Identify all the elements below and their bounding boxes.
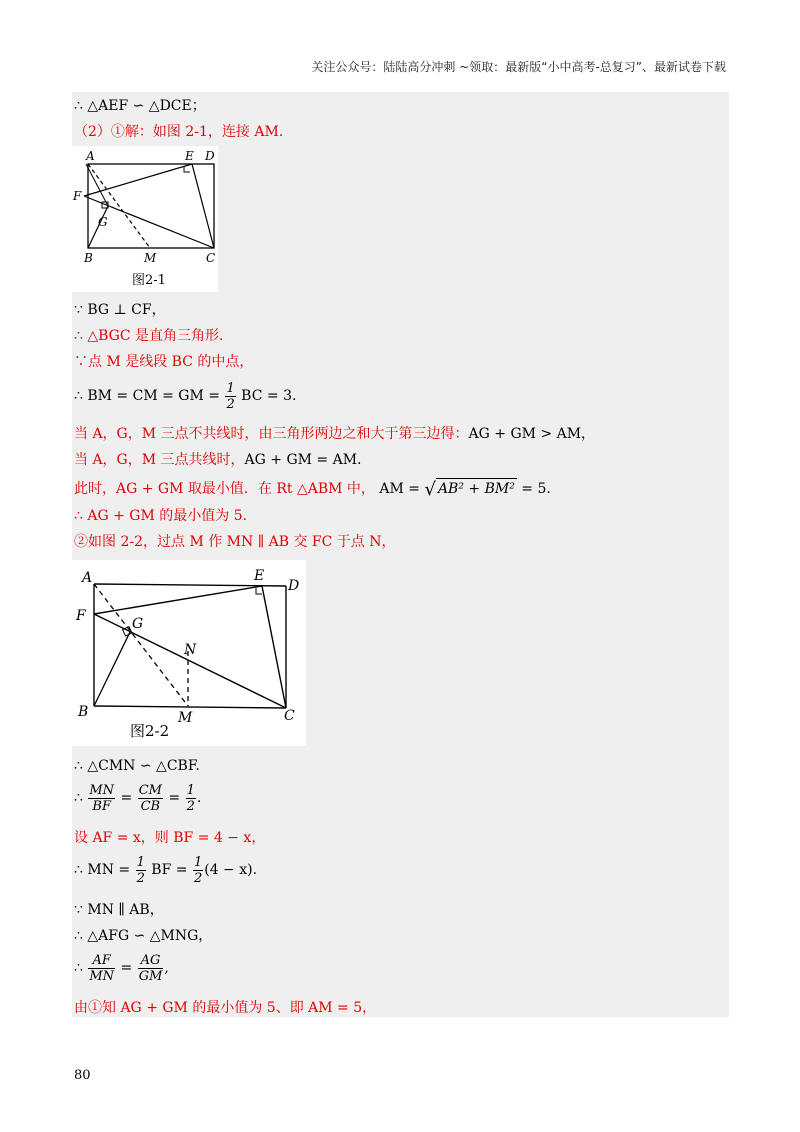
fig1-label-e: E (185, 149, 194, 163)
fig2-label-e: E (254, 568, 265, 584)
frac-num: 1 (226, 380, 235, 396)
line-6-post: BC = 3. (236, 388, 297, 404)
line-8-post: AG + GM = AM. (244, 452, 362, 468)
fig1-label-f: F (73, 189, 82, 203)
line-9-mid: AM = (379, 481, 425, 497)
line-11: ②如图 2-2，过点 M 作 MN ∥ AB 交 FC 于点 N， (74, 534, 396, 550)
figure-2-2-svg (72, 560, 306, 746)
fig1-label-c: C (206, 251, 216, 265)
figure-2-1 (72, 146, 218, 292)
line-7-post: AG + GM > AM， (468, 426, 596, 442)
line-7 (74, 424, 595, 444)
frac-cm-cb (138, 783, 163, 814)
fig2-label-a: A (82, 570, 93, 586)
fraction-half (136, 855, 146, 886)
frac-num: CM (138, 782, 162, 798)
frac-mn-bf (88, 783, 115, 814)
line-8-pre: 当 A，G，M 三点共线时， (74, 452, 245, 468)
line-2: （2）①解：如图 2-1，连接 AM. (74, 124, 284, 140)
fig2-caption: 图2-2 (130, 722, 170, 740)
frac-af-mn (88, 953, 115, 984)
frac-den: 2 (136, 870, 145, 886)
fig1-label-a: A (86, 149, 95, 163)
line-13: ∴ $\frac{MN}{BF}$ = $\frac{CM}{CB}$ = $\frac{1}{2}$ . (74, 782, 202, 814)
fraction-half (225, 381, 235, 412)
line-17: ∴ △AFG ∽ △MNG， (74, 928, 213, 944)
line-9-radicand: AB² + BM² (436, 478, 517, 499)
frac-num: AG (138, 953, 164, 969)
line-7-pre: 当 A，G，M 三点不共线时，由三角形两边之和大于第三边得： (74, 426, 469, 442)
line-18: ∴ $\frac{AF}{MN}$ = $\frac{AG}{GM}$ , (74, 952, 169, 984)
line-19: 由①知 AG + GM 的最小值为 5、即 AM = 5， (74, 1000, 377, 1016)
line-10: ∴ AG + GM 的最小值为 5. (74, 508, 248, 524)
fig1-caption: 图2-1 (132, 273, 166, 288)
line-15 (74, 852, 257, 888)
page-header: 关注公众号：陆陆高分冲刺 ~领取：最新版“小中高考-总复习”、最新试卷下载 (311, 60, 726, 74)
line-6 (74, 378, 296, 414)
line-3: ∵ BG ⊥ CF， (74, 302, 166, 318)
figure-2-1-svg (72, 146, 218, 292)
page-number: 80 (74, 1068, 91, 1083)
fig1-label-g: G (98, 215, 108, 229)
fig2-label-m: M (178, 710, 193, 726)
frac-num: 1 (193, 854, 203, 870)
line-6-pre: ∴ BM = CM = GM = (74, 388, 225, 404)
fig2-label-f: F (76, 608, 86, 624)
fig2-label-n: N (184, 642, 197, 658)
line-15-pre: ∴ MN = (74, 862, 135, 878)
frac-den: 2 (186, 798, 195, 814)
line-4: ∴ △BGC 是直角三角形. (74, 328, 224, 344)
frac-num: 1 (186, 782, 195, 798)
fig2-label-d: D (288, 578, 300, 594)
frac-den: 2 (193, 870, 203, 886)
frac-den: GM (138, 968, 163, 984)
fig2-label-c: C (284, 708, 295, 724)
frac-num: MN (89, 782, 115, 798)
line-15-mid: BF = (146, 862, 192, 878)
fraction-half (193, 855, 203, 886)
frac-one-half (186, 783, 196, 814)
line-15-post: (4 − x). (204, 862, 258, 878)
line-9 (74, 478, 551, 500)
fig1-label-d: D (205, 149, 215, 163)
frac-den: MN (89, 968, 115, 984)
line-1: ∴ △AEF ∽ △DCE； (74, 98, 206, 114)
fig2-label-g: G (132, 616, 144, 632)
frac-den: 2 (226, 396, 235, 412)
line-14: 设 AF = x，则 BF = 4 − x， (74, 830, 266, 846)
fig1-label-m: M (144, 251, 157, 265)
frac-num: AF (88, 953, 115, 969)
line-16: ∵ MN ∥ AB， (74, 902, 164, 918)
line-12: ∴ △CMN ∽ △CBF. (74, 758, 200, 774)
line-8 (74, 450, 362, 470)
line-9-post: = 5. (516, 481, 551, 497)
line-13-pre: ∴ (74, 790, 88, 806)
line-5: ∵点 M 是线段 BC 的中点， (74, 354, 254, 370)
sqrt-symbol: √ (424, 479, 436, 500)
fig2-label-b: B (78, 704, 89, 720)
figure-2-2 (72, 560, 306, 746)
frac-den: CB (140, 798, 161, 814)
frac-num: 1 (136, 854, 145, 870)
line-9-pre: 此时，AG + GM 取最小值．在 Rt △ABM 中， (74, 481, 375, 497)
frac-den: BF (92, 798, 111, 814)
frac-ag-gm (138, 953, 164, 984)
fig1-label-b: B (84, 251, 93, 265)
